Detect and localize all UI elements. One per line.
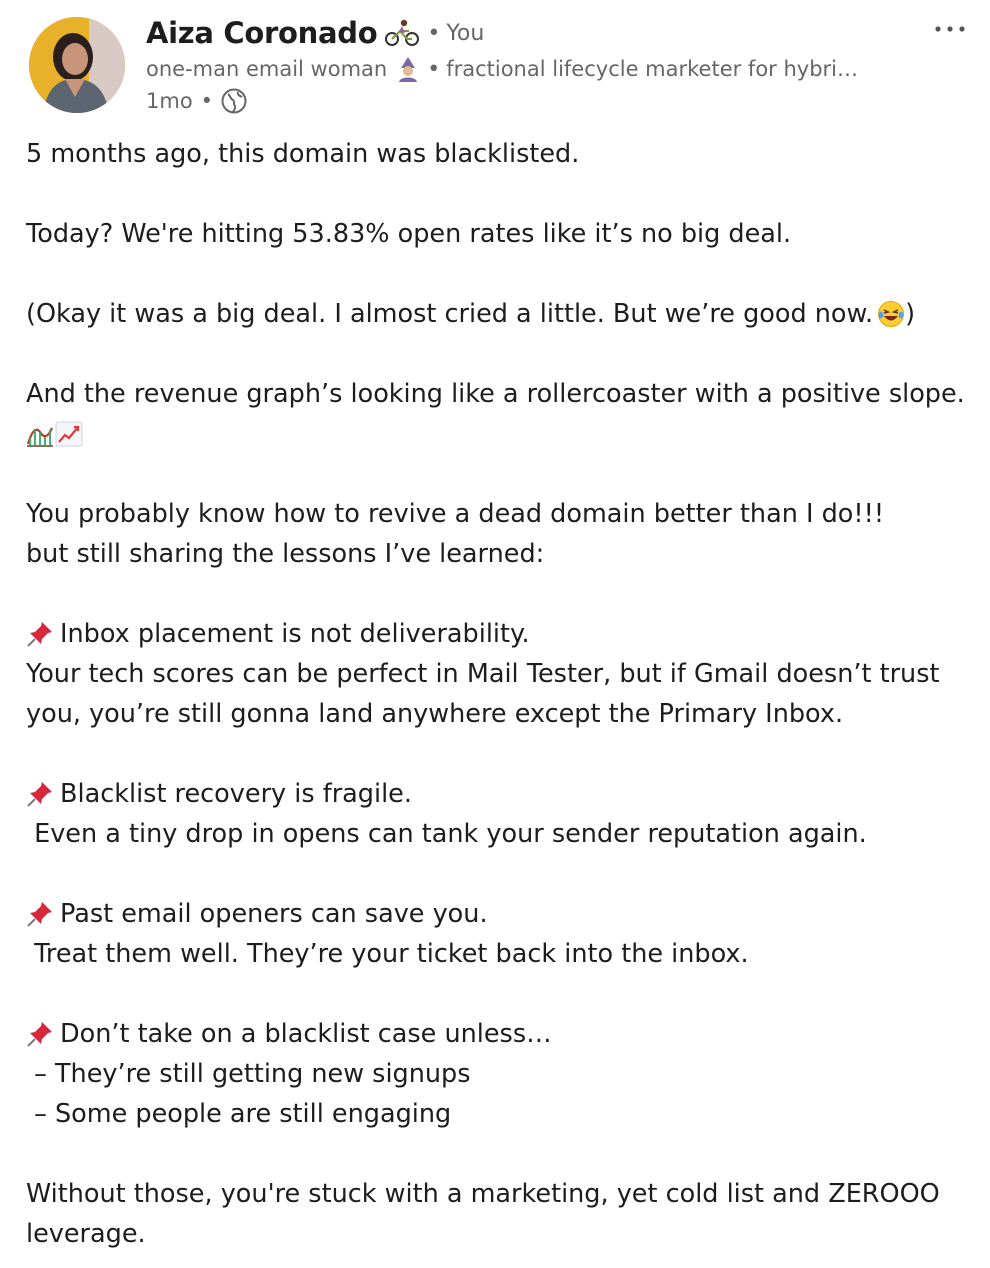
lesson-title-text: Past email openers can save you. <box>60 899 488 929</box>
separator-dot: • <box>427 56 441 82</box>
separator-dot: • <box>427 20 441 46</box>
headline-part2: fractional lifecycle marketer for hybri… <box>446 57 859 81</box>
blank-line <box>26 734 976 774</box>
lesson-title-text: Blacklist recovery is fragile. <box>60 779 412 809</box>
ellipsis-icon <box>933 24 967 34</box>
post-line: – They’re still getting new signups <box>26 1059 471 1089</box>
globe-icon[interactable] <box>221 88 247 114</box>
emoji-line <box>26 414 976 454</box>
pushpin-icon <box>26 900 54 928</box>
author-name-row <box>146 16 484 50</box>
post-line: 5 months ago, this domain was blacklisted. <box>26 139 580 169</box>
lesson-title <box>26 1014 976 1054</box>
author-headline <box>146 56 906 82</box>
post-line: you, you’re still gonna land anywhere except the Primary Inbox. <box>26 699 844 729</box>
post-text <box>26 134 976 1254</box>
lesson-title <box>26 774 976 814</box>
bicycle-rider-icon <box>385 19 419 47</box>
post-line: but still sharing the lessons I’ve learned: <box>26 539 545 569</box>
wizard-icon <box>395 56 421 82</box>
post-line: Your tech scores can be perfect in Mail Tester, but if Gmail doesn’t trust <box>26 659 940 689</box>
post-line <box>26 294 976 334</box>
post-line: Even a tiny drop in opens can tank your sender reputation again. <box>26 819 867 849</box>
lesson-title <box>26 894 976 934</box>
blank-line <box>26 174 976 214</box>
blank-line <box>26 254 976 294</box>
post-line: You probably know how to revive a dead domain better than I do!!! <box>26 499 885 529</box>
post-meta <box>146 88 247 114</box>
you-label: You <box>446 20 485 46</box>
author-name[interactable]: Aiza Coronado <box>146 16 378 50</box>
rollercoaster-icon <box>26 420 54 448</box>
lesson-title-text: Inbox placement is not deliverability. <box>60 619 530 649</box>
laughing-tears-icon <box>877 300 905 328</box>
blank-line <box>26 334 976 374</box>
blank-line <box>26 454 976 494</box>
post-line: Today? We're hitting 53.83% open rates like it’s no big deal. <box>26 219 792 249</box>
chart-increasing-icon <box>55 420 83 448</box>
post-line: – Some people are still engaging <box>26 1099 452 1129</box>
blank-line <box>26 854 976 894</box>
post-line: And the revenue graph’s looking like a rollercoaster with a positive slope. <box>26 379 965 409</box>
post-line: Without those, you're stuck with a marketing, yet cold list and ZEROOO <box>26 1179 940 1209</box>
blank-line <box>26 1134 976 1174</box>
author-avatar[interactable] <box>29 17 125 113</box>
more-options-button[interactable] <box>932 14 968 44</box>
pushpin-icon <box>26 780 54 808</box>
blank-line <box>26 574 976 614</box>
blank-line <box>26 974 976 1014</box>
post-line: leverage. <box>26 1219 146 1249</box>
pushpin-icon <box>26 620 54 648</box>
post-time[interactable]: 1mo <box>146 89 193 113</box>
separator-dot: • <box>200 89 214 113</box>
headline-part1: one-man email woman <box>146 57 388 81</box>
post-line-text: (Okay it was a big deal. I almost cried a little. But we’re good now. <box>26 299 874 329</box>
lesson-title <box>26 614 976 654</box>
post-line: Treat them well. They’re your ticket back into the inbox. <box>26 939 749 969</box>
lesson-title-text: Don’t take on a blacklist case unless… <box>60 1019 552 1049</box>
pushpin-icon <box>26 1020 54 1048</box>
post-line-text: ) <box>905 299 916 329</box>
